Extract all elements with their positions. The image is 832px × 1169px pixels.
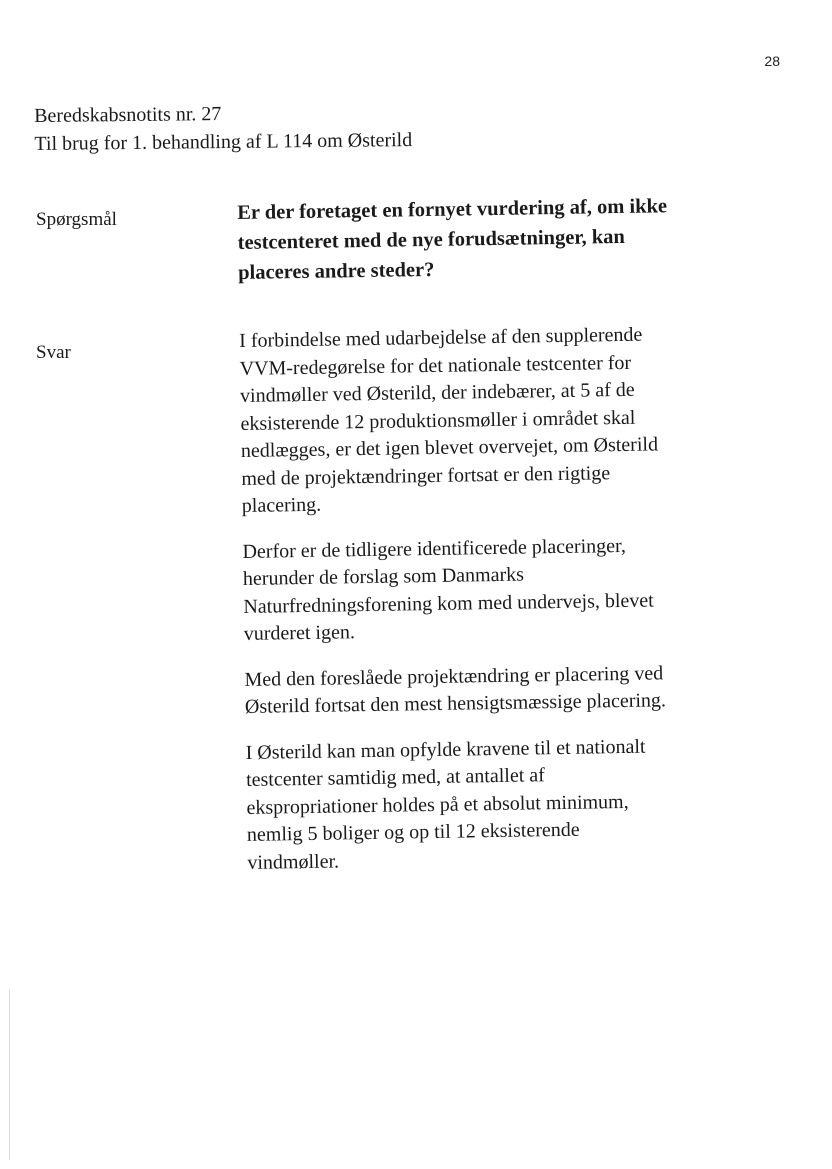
page-number: 28 [764, 53, 780, 69]
document-header [34, 98, 412, 158]
question-line: Er der foretaget en fornyet vurdering af, om ikke [237, 195, 668, 224]
answer-line: Østerild fortsat den mest hensigtsmæssige placering. [244, 689, 667, 718]
answer-line: med de projektændringer fortsat er den rigtige [241, 461, 611, 490]
answer-paragraph [239, 320, 732, 520]
answer-line: Med den foreslåede projektændring er placering ved [244, 661, 664, 691]
answer-line: nemlig 5 boliger og op til 12 eksisterende [246, 818, 580, 846]
notice-subtitle: Til brug for 1. behandling af L 114 om Østerild [34, 129, 413, 155]
answer-line: placering. [241, 493, 322, 517]
answer-line: vindmøller. [247, 849, 340, 874]
answer-paragraph [244, 659, 735, 722]
notice-title: Beredskabsnotits nr. 27 [34, 103, 222, 127]
answer-line: Naturfredningsforening kom med undervejs, blevet [243, 589, 654, 618]
answer-line: VVM-redegørelse for det nationale testcenter for [239, 351, 632, 380]
answer-paragraph [242, 531, 734, 649]
question-line: placeres andre steder? [238, 258, 435, 284]
answer-text [239, 320, 738, 895]
answer-line: herunder de forslag som Danmarks [242, 563, 525, 590]
answer-paragraph [245, 732, 737, 877]
answer-label: Svar [36, 342, 71, 363]
answer-line: vindmøller ved Østerild, der indebærer, at 5 af de [239, 378, 635, 407]
answer-line: eksisterende 12 produktionsmøller i området skal [240, 406, 636, 435]
scan-margin-line [9, 990, 10, 1160]
answer-line: testcenter samtidig med, at antallet af [245, 764, 546, 791]
answer-line: ekspropriationer holdes på et absolut minimum, [246, 790, 629, 819]
answer-line: nedlægges, er det igen blevet overvejet, om Østerild [240, 433, 659, 462]
question-text [237, 190, 728, 288]
answer-line: I Østerild kan man opfylde kravene til et nationalt [245, 735, 646, 764]
answer-line: I forbindelse med udarbejdelse af den supplerende [239, 323, 643, 352]
question-line: testcenteret med de nye forudsætninger, kan [237, 225, 626, 254]
answer-line: Derfor er de tidligere identificerede placeringer, [242, 534, 627, 563]
answer-line: vurderet igen. [243, 621, 356, 645]
question-label: Spørgsmål [36, 209, 117, 230]
